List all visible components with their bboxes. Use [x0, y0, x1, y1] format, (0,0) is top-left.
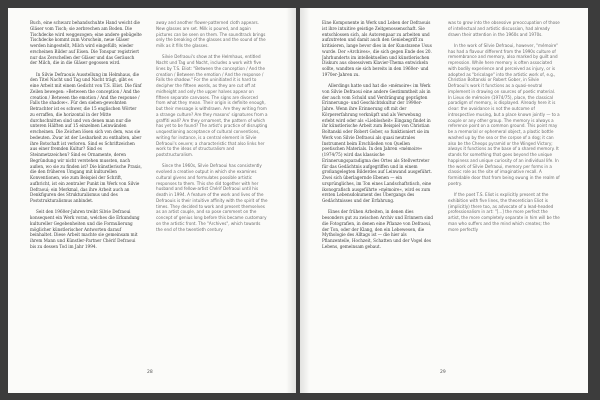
gutter-shadow: [300, 8, 310, 393]
paragraph: Silvie Defraoui's show at the Helmhaus, entitled Nacht und Tag und Nacht, includes a work with five lines by T.S. Eliot: "Between the conception / And the creation / Between the emotion / And the response / Falls the shadow." For the uninitiated it is hard to decipher the fifteen words, as they are cut off at midheight and only the upper halves appear on fifteen separate canvases. The signs are divorced from what they mean. Their origin is definite enough, but their message is withdrawn. Are they writing from a strange culture? Are they masons' signatures from a graffiti wall? Are they ornament, the pattern of which has yet to be found? The artist's practice of disrupting unquestioning acceptance of cultural conventions, writing for instance, is a central element in Silvie Defraoui's oeuvre; a characteristic that also links her work to the ideas of structuralism and poststructuralism.: [156, 54, 268, 158]
paragraph: Eine Komponente in Werk und Leben der Defraouis ist ihre intuitive geistige Zeitgenossenschaft. Sie entschlossen sich, als Autorenpaar zu arbeiten und aufzutreten und damit auch den Geniebegriff zu kritisieren, lange bevor dies in der Kunstszene Usus wurde. Der »Archives«, die sich gegen Ende des 20. Jahrhunderts im intellektuellen und künstlerischen Diskurs aus obsessivem Klavier-Thema entwickeln sollte, wandten sie sich bereits in den 1960er- und 1970er-Jahren zu.: [322, 20, 432, 77]
german-text-column: [322, 20, 434, 365]
page-number: 28: [147, 370, 153, 375]
german-text-column: [30, 20, 142, 365]
paragraph: In the work of Silvie Defraoui, however, "mémoire" has had a flavour different from the 1990s culture of remembrance and memory, also marked by guilt and repression. While here memory is often associated with bodily experience and perceived as injury, or is adopted as "bricolage" into the artistic work of, e.g., Christian Boltanski or Robert Gober, in Silvie Defraoui's work it functions as a quasi-neutral implement in drawing on sources of poetic material. In Lieux de mémoire (1974/75), place, the classical paradigm of memory, is displayed. Already here it is clear: the avoidance is not the outcome of introspective musing, but a place known jointly — to a couple or any other group. The memory is always a reference point on a common ground. This point may be a memorial or ephemeral object, a plastic bottle washed up by the sea or the corpse of a dog; it can also be the Cheops pyramid or the Winged Victory; always it functions as the base of a shared memory. It stands for something that goes beyond the unique happiness and unique curiosity of an individual life. In the work of Silvie Defraoui, memory per forms in a classic role as the site of imaginative recall. A formidable door that from being swung in the realm of poetry.: [448, 42, 560, 186]
gutter-shadow: [286, 8, 296, 393]
page-number: 29: [440, 370, 446, 375]
paragraph: Eines der frühen Arbeiten, in denen dies besonders gut zu zwischen Archiv und Erinnern sind die Fotografien, in denen eine Pflanze von Defraoui, der Ton, oder der Klang, den ein Lebewesen, die Mythologie des Alltags ist — die hier als Pflanzenteile, Hochzeit, Schatten und der Vogel des Lebens, gemeinsam gebaut.: [322, 209, 434, 249]
paragraph: was to grow into the obsessive preoccupation of those of intellectual and artistic discussion, had already drawn their attention in the 1960s and 1970s.: [448, 20, 560, 37]
paragraph: In Silvie Defraouis Ausstellung im Helmhaus, die den Titel Nacht und Tag und Nacht trägt, gibt es eine Arbeit mit einem Gedicht von T.S. Eliot. Die fünf Zeilen bewegen: »Between the conception / And the creation / Between the emotion / And the response / Falls the shadow«. Für den sieben-gewohnten Betrachter ist es schwer, die 15 englischen Wörter zu erraffen, die horizontal in der Mitte durchschnitten sind und von denen man nur die unteren Hälften auf 15 einzelnen Leinwänden erscheinen. Die Zeichen lösen sich von dem, was sie bedeuten. Zwar ist der Lesbarkeit zu enthalten, aber ihre Botschaft ist verloren. Sind es Schriftzeichen aus einer fremden Kultur? Sind es Steinmetzzeichen? Sind es Ornamente, deren Begründung wir nicht verstehen mussten, nach außen, wo sie zu finden ist? Die künstlerische Praxis, die den früheren Umgang mit kulturellen Konventionen, wie zum Beispiel der Schrift, aufbricht, ist ein zentraler Punkt im Werk von Silvie Defraoui; ein Merkmal, das ihre Arbeit auch an Denkfiguren des Strukturalismus und des Poststrukturalismus anbindet.: [30, 71, 142, 204]
paragraph: away and another flower-patterned cloth appears. New glasses are set. Milk is poured, and again pictures can be seen on them. The soundtrack brings only the breaking of the glasses and the sound of the milk as it fills the glasses.: [156, 20, 266, 48]
paragraph: Buch, eine schwarz behandschuhte Hand weicht die Gläser vom Tisch; sie zerbrechen am Boden. Die Tischdecke wird weggezogen; eine andere gebügelte Tischdecke kommt zum Vorschein, neue Gläser werden hingestellt, Milch wird eingefüllt; wieder erscheinen Bilder auf Eisen. Die Tonspur registriert nur das Zerschellen der Gläser und das Geräusch der Milch, die in die Gläser gegossen wird.: [30, 20, 142, 66]
paragraph: Allerdings hatte und hat die »mémoire« im Werk von Silvie Defraoui eine andere Gestimmtheit als in der auch vom Schuld und Verdrängung geprägten Erinnerungs- und Geschichtskultur der 1990er-Jahre. Wenn ihre Erinnerung oft mit der Körpererfahrung verknüpft und als Verwebung erlebt wird oder als »Lieblosheit« Eingang findet in ihr künstlerische Arbeit zum Beispiel von Christian Boltanski oder Robert Gober, so funktioniert sie im Werk von Silvie Defraoui als quasi neutrales Instrument beim Erschließen von Quellen poetischen Materials. In den Jahren »mémoire« (1974/75) wird das klassische Erinnerungsparadigma des Ortes als Stellvertreter für das Gedächtnis aufgegriffen und in einem großangelegten Bilderdes auf Leinwand ausgeführt. Zwei sich überlagernde Ebenen — ein ursprüngliches, im Ton eines Landschaftstisch, eine ikonografisch ausgeführte »mémoire«, wird es zum ersten Lebensdokument des Übergangs des Gedächtnisses und der Erfahrung.: [322, 83, 432, 204]
paragraph: If the poet T.S. Eliot is explicitly present at the exhibition with five lines, the theoretician Eliot is (implicitly) there too, as advocate of a lead-headed professionalism in art: "[...] the more perfect the artist, the more completely separate in him will be the man who suffers and the mind which creates; the more perfectly: [448, 192, 560, 232]
english-text-column: [156, 20, 268, 365]
english-text-column: [448, 20, 560, 365]
paragraph: Seit den 1960er-Jahren treibt Silvie Defraoui konsequent ein Werk voran, welches die Erkundung kultureller Gegebenheiten und die Formulierung möglicher künstlerischer Antworten darauf beinhaltet. Diese Arbeit machte sie gemeinsam mit ihrem Mann und Künstler-Partner Chérif Defraoui bis zu dessen Tod im Jahr 1994.: [30, 209, 140, 249]
right-page: [300, 8, 588, 393]
paragraph: Since the 1960s, Silvie Defraoui has consistently evolved a creative output in which she examines cultural givens and formulates possible artistic responses to them. This she did together with her husband and fellow-artist Chérif Defraoui until his death in 1994. A feature of the work and lives of the Defraouis is their intuitive affinity with the spirit of the times. They decided to work and present themselves as an artist couple, and so pose comment on the concept of genius long before this became customary on the artistic front. The "Archives", which towards the end of the twentieth century: [156, 163, 268, 232]
left-page: [8, 8, 296, 393]
